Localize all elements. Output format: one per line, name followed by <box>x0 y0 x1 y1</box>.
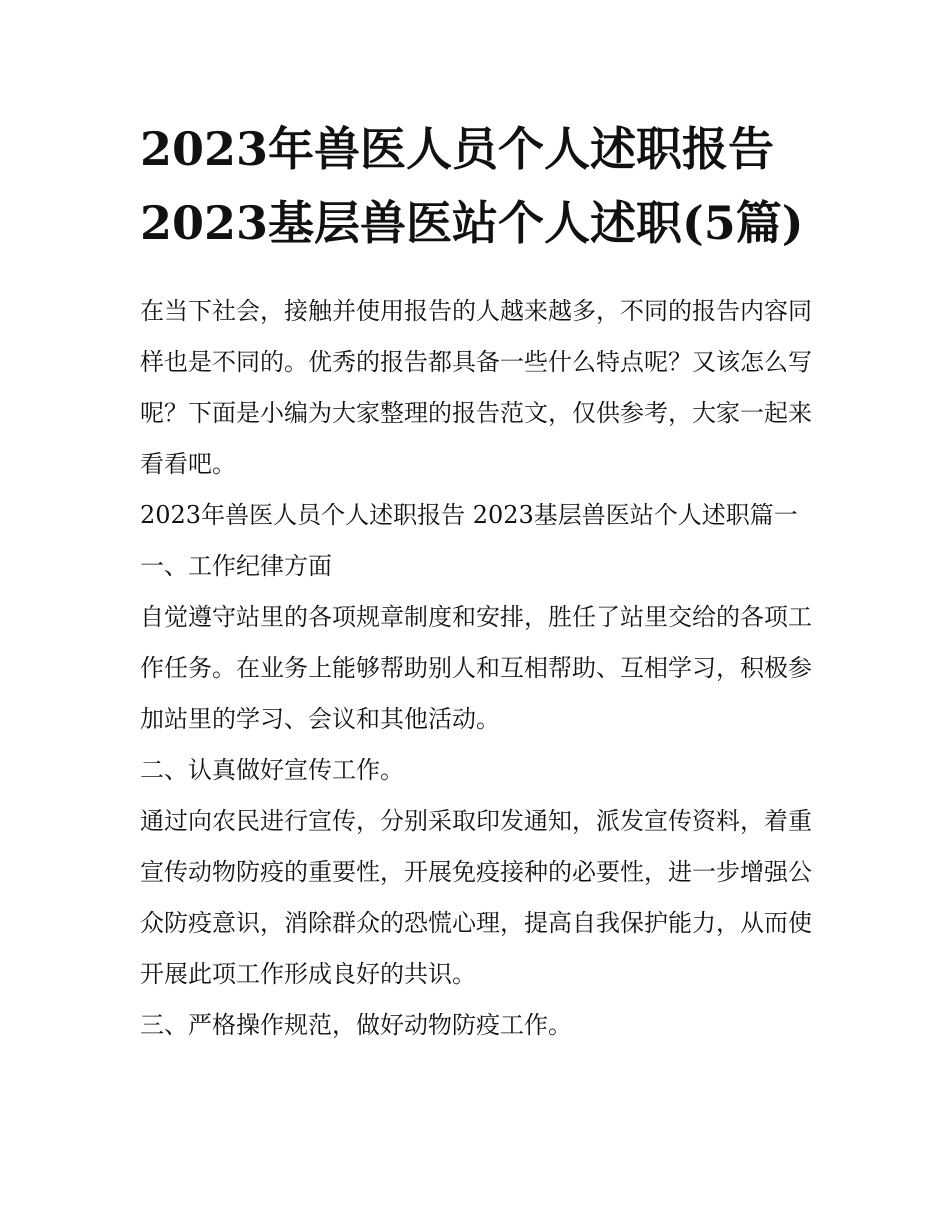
subheading-work-discipline: 一、工作纪律方面 <box>140 552 332 580</box>
section-heading: 2023年兽医人员个人述职报告 2023基层兽医站个人述职篇一 <box>140 501 798 529</box>
intro-paragraph: 在当下社会，接触并使用报告的人越来越多，不同的报告内容同样也是不同的。优秀的报告都具备一些什么特点呢？又该怎么写呢？下面是小编为大家整理的报告范文，仅供参考，大家一起来看看吧。 <box>140 297 812 478</box>
subheading-publicity: 二、认真做好宣传工作。 <box>140 756 404 784</box>
document-body <box>140 286 812 1051</box>
subheading-epidemic-prevention: 三、严格操作规范，做好动物防疫工作。 <box>140 1011 572 1039</box>
paragraph-publicity: 通过向农民进行宣传，分别采取印发通知，派发宣传资料，着重宣传动物防疫的重要性，开展免疫接种的必要性，进一步增强公众防疫意识，消除群众的恐慌心理，提高自我保护能力，从而使开展此项工作形成良好的共识。 <box>140 807 812 988</box>
paragraph-work-discipline: 自觉遵守站里的各项规章制度和安排，胜任了站里交给的各项工作任务。在业务上能够帮助别人和互相帮助、互相学习，积极参加站里的学习、会议和其他活动。 <box>140 603 812 733</box>
document-page <box>140 112 812 1051</box>
document-title: 2023年兽医人员个人述职报告 2023基层兽医站个人述职(5篇) <box>140 122 804 250</box>
